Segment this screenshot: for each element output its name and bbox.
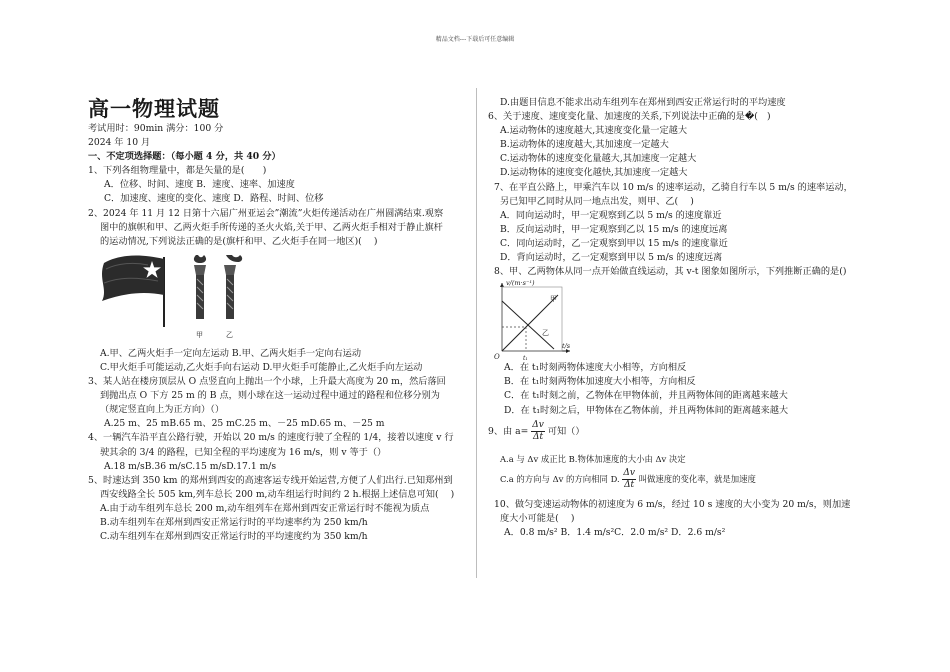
q1-options-ab: A．位移、时间、速度 B．速度、速率、加速度 [104,179,295,191]
q9-option-d-post: 叫做速度的变化率，就是加速度 [638,473,756,484]
q6-option-b: B.运动物体的速度越大,其加速度一定越大 [500,139,669,151]
q9-fraction [531,420,545,443]
torch-yi-image [224,255,242,319]
q9-stem [488,418,868,446]
graph-yi-label: 乙 [542,329,549,338]
q8-option-c: C．在 t₁时刻之前，乙物体在甲物体前，并且两物体间的距离越来越大 [504,390,788,402]
q9-frac-d-top: Δv [623,467,635,478]
graph-xlabel: t/s [562,342,571,351]
q5-option-b: B.动车组列车在郑州到西安正常运行时的平均速率约为 250 km/h [100,516,368,528]
q9-frac-top: Δv [532,419,544,430]
q8-stem: 8、甲、乙两物体从同一点开始做直线运动，其 v-t 图象如图所示，下列推断正确的是() [494,266,847,278]
graph-origin: O [494,353,500,362]
q10-options: A．0.8 m/s² B．1.4 m/s²C．2.0 m/s² D．2.6 m/s² [504,526,726,538]
q5-stem-line1: 5、时速达到 350 km 的郑州到西安的高速客运专线开始运营,方便了人们出行.已知郑州到 [88,474,453,486]
torch-yi-label: 乙 [226,330,233,339]
q2-options-cd: C.甲火炬手可能运动,乙火炬手向右运动 D.甲火炬手可能静止,乙火炬手向左运动 [100,361,423,373]
graph-ylabel: v/(m·s⁻¹) [506,279,535,288]
torch-jia-label: 甲 [196,330,203,339]
q9-stem-post: 可知（） [547,425,585,437]
left-column [88,96,468,544]
q9-options-cd [488,466,868,492]
torch-jia-image [194,255,206,319]
q1-options-cd: C．加速度、速度的变化、速度 D．路程、时间、位移 [104,193,324,205]
right-column [488,96,868,540]
q4-stem-line1: 4、一辆汽车沿平直公路行驶，开始以 20 m/s 的速度行驶了全程的 1/4，接着以速度 v 行 [88,432,454,444]
q6-option-c: C.运动物体的速度变化量越大,其加速度一定越大 [500,153,697,165]
q6-option-d: D.运动物体的速度变化越快,其加速度一定越大 [500,167,688,179]
q5-option-d: D.由题目信息不能求出动车组列车在郑州到西安正常运行时的平均速度 [500,97,786,108]
q9-frac-bot: Δt [532,431,544,442]
exam-title: 高一物理试题 [88,97,220,121]
q7-option-b: B．反向运动时，甲一定观察到乙以 15 m/s 的速度远离 [500,223,728,235]
q6-option-a: A.运动物体的速度越大,其速度变化量一定越大 [500,125,688,137]
q9-fraction-d [622,468,636,491]
flag-image [102,255,164,326]
exam-date: 2024 年 10 月 [88,137,151,149]
q2-figure [88,249,468,347]
q8-vt-graph [488,279,868,361]
line-jia [502,295,558,351]
q7-option-d: D．背向运动时，乙一定观察到甲以 5 m/s 的速度远离 [500,252,723,264]
exam-time: 考试用时：90min 满分：100 分 [88,123,224,134]
q5-option-a: A.由于动车组列车总长 200 m,动车组列车在郑州到西安正常运行时不能视为质点 [100,502,430,514]
q7-option-a: A．同向运动时，甲一定观察到乙以 5 m/s 的速度靠近 [500,209,722,221]
q7-option-c: C．同向运动时，乙一定观察到甲以 15 m/s 的速度靠近 [500,237,728,249]
q10-stem-line2: 度大小可能是( ) [500,512,575,524]
q3-stem-line1: 3、某人站在楼房顶层从 O 点竖直向上抛出一个小球，上升最大高度为 20 m，然后落回 [88,376,446,388]
q10-stem-line1: 10、做匀变速运动物体的初速度为 6 m/s，经过 10 s 速度的大小变为 20 m/s，则加速 [494,498,851,510]
q9-frac-d-bot: Δt [624,479,635,490]
q2-options-ab: A.甲、乙两火炬手一定向左运动 B.甲、乙两火炬手一定向右运动 [100,347,362,359]
q9-stem-pre: 9、由 a= [488,425,529,437]
q5-option-c: C.动车组列车在郑州到西安正常运行时的平均速度约为 350 km/h [100,531,368,543]
q3-stem-line3: （规定竖直向上为正方向）（） [100,404,225,416]
q8-option-b: B．在 t₁时刻两物体加速度大小相等，方向相反 [504,376,696,388]
q4-options: A.18 m/sB.36 m/sC.15 m/sD.17.1 m/s [104,460,277,472]
q7-stem-line1: 7、在平直公路上，甲乘汽车以 10 m/s 的速率运动，乙骑自行车以 5 m/s 的速率运动， [494,181,853,193]
q9-options-ab: A.a 与 Δv 成正比 B.物体加速度的大小由 Δv 决定 [500,453,686,464]
line-yi [502,301,554,349]
q8-option-a: A．在 t₁时刻两物体速度大小相等，方向相反 [504,362,687,374]
graph-jia-label: 甲 [550,295,557,304]
q1-stem: 1、下列各组物理量中，都是矢量的是( ) [88,165,267,177]
q3-stem-line2: 到抛出点 O 下方 25 m 的 B 点，则小球在这一运动过程中通过的路程和位移分别为 [100,390,440,402]
q5-stem-line2: 西安线路全长 505 km,列车总长 200 m,动车组运行时间约 2 h.根据上述信息可知( ) [100,488,455,500]
q2-stem-line2: 图中的旗帜和甲、乙两火炬手所传递的圣火火焰,关于甲、乙两火炬手相对于静止旗杆 [100,221,443,233]
q2-stem-line1: 2、2024 年 11 月 12 日第十六届广州亚运会”潮流”火炬传递活动在广州圆满结束.观察 [88,207,444,219]
column-divider [476,88,477,578]
graph-t1: t₁ [523,355,528,362]
q9-option-c-pre: C.a 的方向与 Δv 的方向相同 D. [500,473,620,484]
q2-stem-line3: 的运动情况,下列说法正确的是(旗杆和甲、乙火炬手在同一地区)( ) [100,235,378,247]
q4-stem-line2: 驶其余的 3/4 的路程，已知全程的平均速度为 16 m/s，则 v 等于（） [100,446,387,458]
q8-option-d: D．在 t₁时刻之后，甲物体在乙物体前，并且两物体间的距离越来越大 [504,404,789,416]
q6-stem: 6、关于速度、速度变化量、加速度的关系,下列说法中正确的是�( ) [488,111,771,123]
q3-options: A.25 m、25 mB.65 m、25 mC.25 m、－25 mD.65 m、－25 m [104,418,385,430]
section-heading: 一、不定项选择题：（每小题 4 分，共 40 分） [88,151,281,163]
page-header: 精品文档---下载后可任意编辑 [435,36,515,43]
q7-stem-line2: 另已知甲乙同时从同一地点出发，则甲、乙( ) [500,195,694,207]
